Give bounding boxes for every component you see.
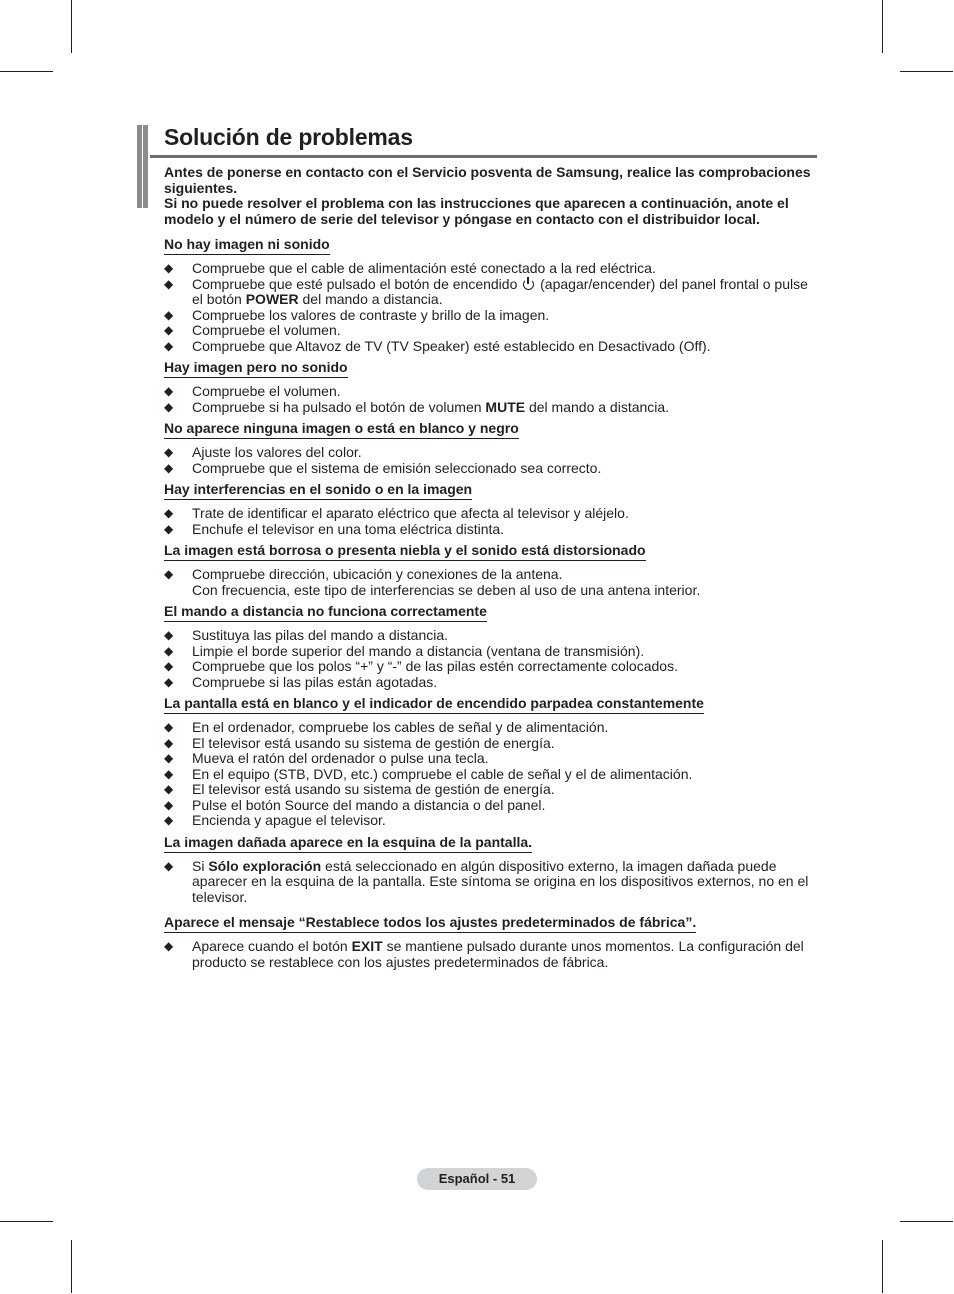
list-item: ◆ Compruebe que Altavoz de TV (TV Speaker) esté establecido en Desactivado (Off). [164, 337, 711, 354]
crop-mark [0, 71, 53, 72]
intro-line-2: Si no puede resolver el problema con las instrucciones que aparecen a continuación, anote el modelo y el número de serie del televisor y póngase en contacto con el distribuidor local. [164, 195, 789, 227]
title-underline [150, 155, 817, 158]
section-heading: El mando a distancia no funciona correctamente [164, 604, 487, 622]
list-item: ◆ Trate de identificar el aparato eléctrico que afecta al televisor y aléjelo. [164, 505, 629, 521]
bullet-list [164, 445, 816, 476]
diamond-bullet-icon: ◆ [164, 338, 174, 353]
diamond-bullet-icon: ◆ [164, 735, 174, 750]
section-picture-no-sound [164, 360, 816, 415]
diamond-bullet-icon: ◆ [164, 323, 174, 337]
diamond-bullet-icon: ◆ [164, 659, 174, 673]
diamond-bullet-icon: ◆ [164, 445, 174, 459]
diamond-bullet-icon: ◆ [164, 643, 174, 658]
section-heading: No aparece ninguna imagen o está en blanco y negro [164, 421, 519, 439]
section-remote-control [164, 604, 816, 690]
section-heading: La pantalla está en blanco y el indicador de encendido parpadea constantemente [164, 696, 704, 714]
section-heading: La imagen dañada aparece en la esquina de la pantalla. [164, 835, 532, 853]
list-item: ◆ Compruebe si las pilas están agotadas. [164, 673, 438, 690]
diamond-bullet-icon: ◆ [164, 782, 174, 796]
power-icon [523, 279, 534, 290]
diamond-bullet-icon: ◆ [164, 399, 174, 414]
list-item: ◆ El televisor está usando su sistema de gestión de energía. [164, 781, 555, 797]
bullet-list [164, 628, 816, 690]
diamond-bullet-icon: ◆ [164, 939, 174, 953]
list-item: ◆ Pulse el botón Source del mando a distancia o del panel. [164, 796, 546, 813]
diamond-bullet-icon: ◆ [164, 813, 174, 827]
bullet-list [164, 261, 816, 354]
diamond-bullet-icon: ◆ [164, 276, 174, 291]
list-item: ◆ Compruebe que los polos “+” y “-” de las pilas estén correctamente colocados. [164, 658, 678, 674]
list-item: ◆ Compruebe que el cable de alimentación esté conectado a la red eléctrica. [164, 260, 656, 276]
section-blank-screen [164, 696, 816, 829]
list-item: ◆ Aparece cuando el botón EXIT se mantiene pulsado durante unos momentos. La configuración del producto se restablece con los ajustes predeterminados de fábrica. [164, 938, 804, 970]
section-heading: Hay imagen pero no sonido [164, 360, 348, 378]
diamond-bullet-icon: ◆ [164, 506, 174, 520]
section-no-image-black-white [164, 421, 816, 476]
bullet-list [164, 506, 816, 537]
diamond-bullet-icon: ◆ [164, 384, 174, 398]
section-damaged-image-corner [164, 835, 816, 906]
list-item: ◆ Compruebe dirección, ubicación y conexiones de la antena. Con frecuencia, este tipo de interferencias se deben al uso de una antena interior. [164, 566, 701, 598]
diamond-bullet-icon: ◆ [164, 751, 174, 765]
crop-mark [71, 1240, 72, 1293]
diamond-bullet-icon: ◆ [164, 521, 174, 536]
crop-mark [882, 0, 883, 53]
title-accent-bar [137, 125, 142, 208]
list-item: ◆ Compruebe los valores de contraste y brillo de la imagen. [164, 306, 550, 323]
bullet-list [164, 859, 816, 906]
list-item: ◆ Compruebe el volumen. [164, 322, 341, 338]
list-item: ◆ Encienda y apague el televisor. [164, 812, 386, 828]
page-title: Solución de problemas [164, 124, 413, 150]
diamond-bullet-icon: ◆ [164, 261, 174, 275]
bullet-list [164, 939, 816, 970]
section-heading: Hay interferencias en el sonido o en la imagen [164, 482, 472, 500]
diamond-bullet-icon: ◆ [164, 766, 174, 781]
diamond-bullet-icon: ◆ [164, 720, 174, 734]
bullet-list [164, 567, 816, 598]
section-no-picture-no-sound [164, 237, 816, 354]
diamond-bullet-icon: ◆ [164, 628, 174, 642]
list-item: ◆ Limpie el borde superior del mando a distancia (ventana de transmisión). [164, 642, 645, 659]
intro-line-1: Antes de ponerse en contacto con el Servicio posventa de Samsung, realice las comprobaciones siguientes. [164, 164, 811, 196]
list-item: ◆ En el equipo (STB, DVD, etc.) compruebe el cable de señal y el de alimentación. [164, 765, 693, 782]
section-heading: No hay imagen ni sonido [164, 237, 330, 255]
section-reset-message [164, 915, 816, 970]
page-number-badge: Español - 51 [417, 1168, 537, 1190]
crop-mark [900, 71, 953, 72]
diamond-bullet-icon: ◆ [164, 858, 174, 873]
section-blurry-image [164, 543, 816, 598]
list-item: ◆ En el ordenador, compruebe los cables de señal y de alimentación. [164, 719, 609, 735]
diamond-bullet-icon: ◆ [164, 567, 174, 581]
list-item: ◆ Compruebe que el sistema de emisión seleccionado sea correcto. [164, 459, 602, 476]
list-item: ◆ Sustituya las pilas del mando a distancia. [164, 627, 449, 643]
crop-mark [882, 1240, 883, 1293]
list-item: ◆ Ajuste los valores del color. [164, 444, 362, 460]
bullet-list [164, 384, 816, 415]
diamond-bullet-icon: ◆ [164, 797, 174, 812]
bullet-list [164, 720, 816, 829]
intro [164, 165, 816, 227]
section-heading: La imagen está borrosa o presenta niebla y el sonido está distorsionado [164, 543, 646, 561]
crop-mark [71, 0, 72, 53]
crop-mark [900, 1221, 953, 1222]
list-item: ◆ Compruebe si ha pulsado el botón de volumen MUTE del mando a distancia. [164, 398, 670, 415]
diamond-bullet-icon: ◆ [164, 307, 174, 322]
list-item: ◆ Compruebe que esté pulsado el botón de encendido (apagar/encender) del panel frontal o pulse el botón POWER del mando a distancia. [164, 275, 808, 307]
list-item: ◆ Compruebe el volumen. [164, 383, 341, 399]
crop-mark [0, 1221, 53, 1222]
diamond-bullet-icon: ◆ [164, 460, 174, 475]
content-body [164, 165, 816, 976]
title-accent-bar [143, 125, 148, 208]
list-item: ◆ Mueva el ratón del ordenador o pulse una tecla. [164, 750, 489, 766]
list-item: ◆ El televisor está usando su sistema de gestión de energía. [164, 734, 555, 751]
diamond-bullet-icon: ◆ [164, 674, 174, 689]
list-item: ◆ Si Sólo exploración está seleccionado en algún dispositivo externo, la imagen dañada puede aparecer en la esquina de la pantalla. Este síntoma se origina en los dispositivos externos, no en el televisor. [164, 857, 809, 905]
list-item: ◆ Enchufe el televisor en una toma eléctrica distinta. [164, 520, 505, 537]
section-heading: Aparece el mensaje “Restablece todos los ajustes predeterminados de fábrica”. [164, 915, 696, 933]
section-interference [164, 482, 816, 537]
